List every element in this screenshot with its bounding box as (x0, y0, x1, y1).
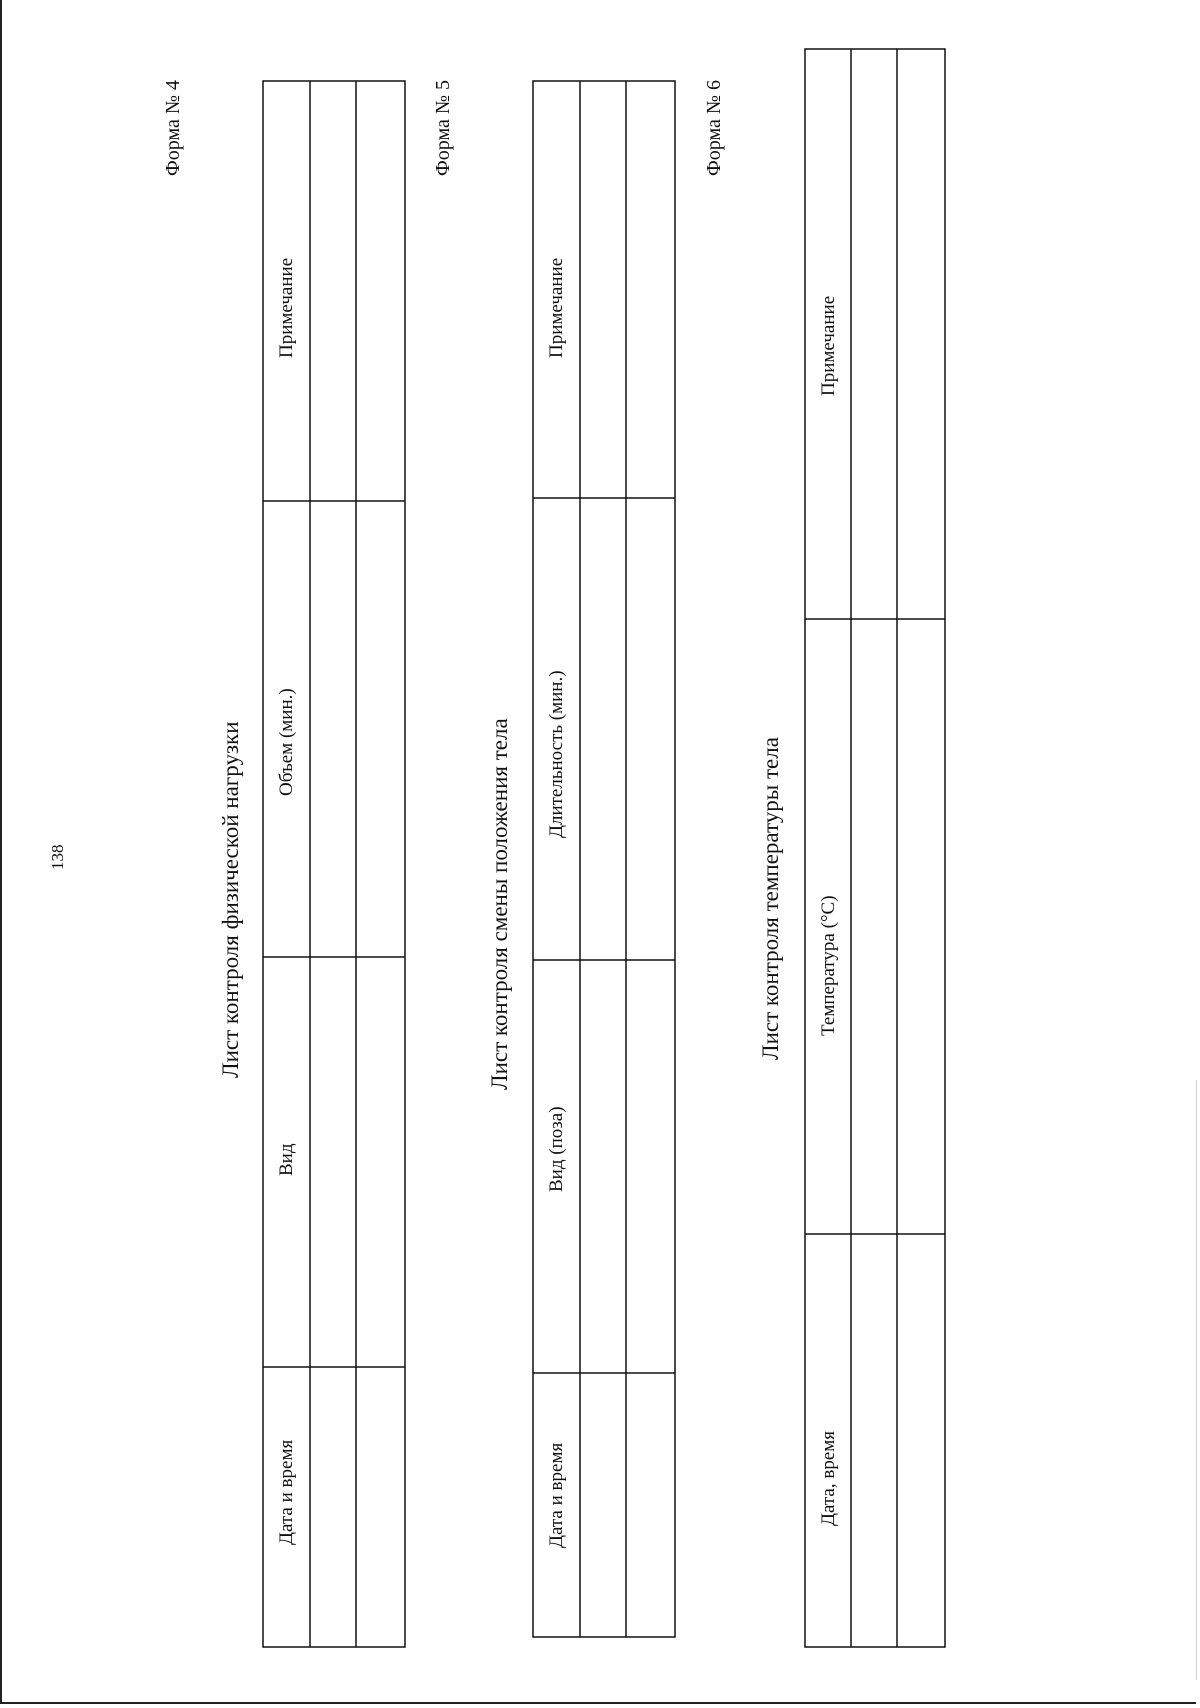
form-4-label: Форма № 4 (162, 80, 184, 176)
page-number: 138 (48, 844, 67, 870)
form-6-table (804, 48, 948, 1650)
form-6-title: Лист контроля температуры тела (758, 737, 783, 1060)
form-5-label: Форма № 5 (432, 80, 454, 176)
form-5-col-date: Дата и время (546, 1442, 567, 1548)
scan-edge-mark (1196, 1080, 1197, 1680)
form-4-title: Лист контроля физической нагрузки (218, 721, 243, 1078)
form-4-col-type: Вид (276, 1143, 297, 1176)
form-6-label: Форма № 6 (703, 80, 725, 176)
form-5-col-pose: Вид (поза) (546, 1106, 567, 1192)
form-5-col-duration: Длительность (мин.) (546, 670, 567, 838)
form-5-col-note: Примечание (546, 257, 567, 358)
form-6-col-temperature: Температура (°С) (818, 895, 839, 1036)
form-4-col-date: Дата и время (276, 1439, 297, 1545)
form-4-col-volume: Объем (мин.) (276, 688, 297, 796)
form-6-col-note: Примечание (818, 295, 839, 396)
form-4-col-note: Примечание (276, 257, 297, 358)
form-6-col-date: Дата, время (818, 1430, 839, 1526)
form-5-title: Лист контроля смены положения тела (487, 718, 512, 1090)
